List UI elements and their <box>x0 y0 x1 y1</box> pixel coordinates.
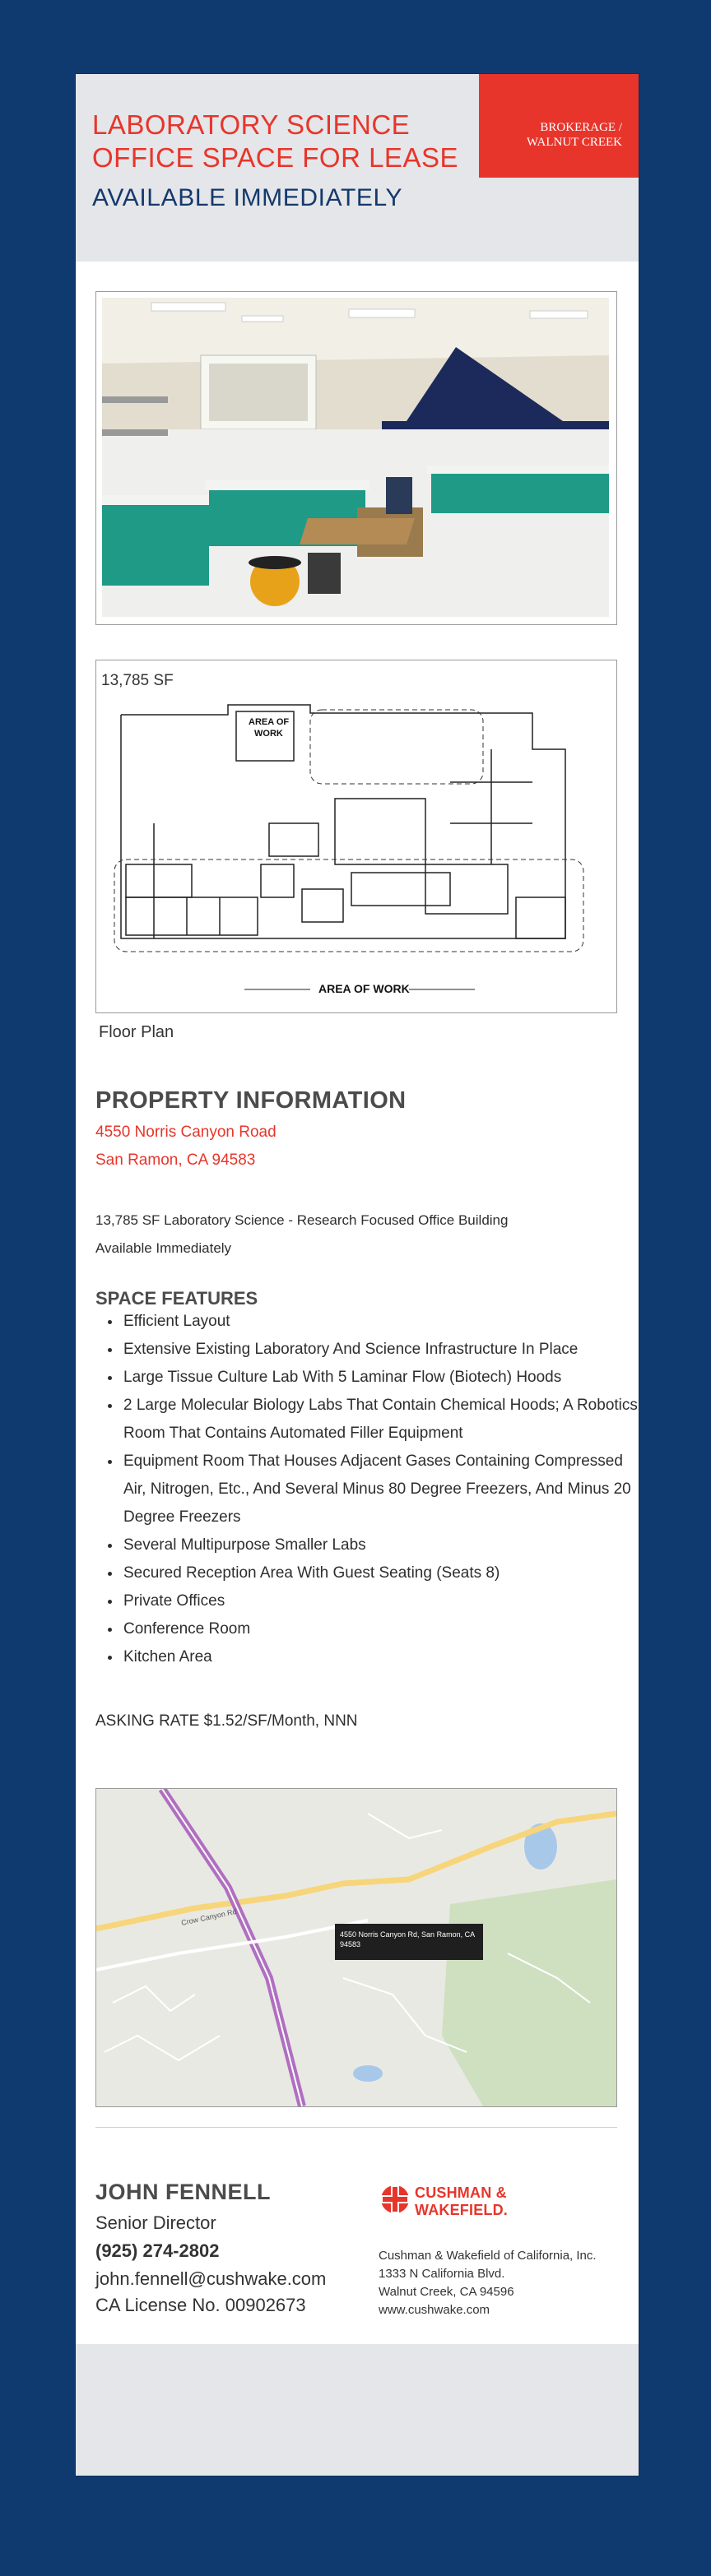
company-name: Cushman & Wakefield of California, Inc. <box>379 2249 597 2263</box>
company-website[interactable]: www.cushwake.com <box>379 2303 490 2317</box>
brokerage-tag <box>479 74 639 178</box>
features-heading: SPACE FEATURES <box>95 1288 258 1309</box>
asking-rate: ASKING RATE $1.52/SF/Month, NNN <box>95 1712 358 1730</box>
listing-title: LABORATORY SCIENCE OFFICE SPACE FOR LEASE <box>92 109 458 173</box>
feature-item: • Kitchen Area <box>122 1643 648 1671</box>
svg-text:WORK: WORK <box>254 729 283 739</box>
floor-plan-caption: Floor Plan <box>99 1023 174 1041</box>
map-road-label: Crow Canyon Rd <box>180 1907 238 1927</box>
brokerage-tag-line2: WALNUT CREEK <box>527 136 622 149</box>
features-list <box>95 1308 648 1671</box>
address-line1: 4550 Norris Canyon Road <box>95 1124 276 1141</box>
contact-title: Senior Director <box>95 2212 216 2233</box>
availability-subtitle: AVAILABLE IMMEDIATELY <box>92 184 403 211</box>
floor-plan-size: 13,785 SF <box>101 672 174 689</box>
footer-band <box>76 2344 639 2476</box>
feature-item: • Extensive Existing Laboratory And Science Infrastructure In Place <box>122 1336 648 1364</box>
lab-photo-frame <box>95 291 617 625</box>
feature-item: • Private Offices <box>122 1587 648 1615</box>
feature-item: • Secured Reception Area With Guest Seating (Seats 8) <box>122 1559 648 1587</box>
contact-email[interactable]: john.fennell@cushwake.com <box>95 2268 327 2289</box>
map-drawing <box>96 1789 616 2106</box>
logo-word-line1: CUSHMAN & <box>415 2185 507 2201</box>
brokerage-tag-line1: BROKERAGE / <box>540 121 622 134</box>
feature-item: • 2 Large Molecular Biology Labs That Contain Chemical Hoods; A Robotics Room That Contains Automated Filler Equipment <box>122 1392 648 1448</box>
svg-text:AREA OF: AREA OF <box>249 717 290 727</box>
logo-mark-icon <box>379 2181 411 2219</box>
flyer-page <box>76 74 639 2476</box>
company-city: Walnut Creek, CA 94596 <box>379 2285 514 2299</box>
location-map[interactable] <box>95 1788 617 2107</box>
logo-word-line2: WAKEFIELD. <box>415 2202 508 2218</box>
contact-phone[interactable]: (925) 274-2802 <box>95 2240 220 2261</box>
floor-plan-area-label: AREA OF WORK <box>318 982 410 995</box>
header-band <box>76 74 639 262</box>
map-label-line1: 4550 Norris Canyon Rd, San Ramon, CA <box>340 1930 476 1939</box>
cushman-wakefield-logo <box>379 2181 543 2222</box>
company-street: 1333 N California Blvd. <box>379 2267 505 2281</box>
property-availability: Available Immediately <box>95 1240 232 1256</box>
lab-photo <box>102 298 609 617</box>
contact-divider <box>95 2127 617 2128</box>
feature-item: • Conference Room <box>122 1615 648 1643</box>
address-line2: San Ramon, CA 94583 <box>95 1151 256 1169</box>
floor-plan-frame <box>95 660 617 1013</box>
property-heading: PROPERTY INFORMATION <box>95 1087 407 1114</box>
contact-license: CA License No. 00902673 <box>95 2295 306 2315</box>
feature-item: • Equipment Room That Houses Adjacent Gases Containing Compressed Air, Nitrogen, Etc., And Several Minus 80 Degree Freezers, And Minus 20 Degree Freezers <box>122 1448 648 1531</box>
contact-name: JOHN FENNELL <box>95 2180 272 2204</box>
feature-item: • Several Multipurpose Smaller Labs <box>122 1531 648 1559</box>
floor-plan-drawing <box>105 700 606 1004</box>
map-label-line2: 94583 <box>340 1940 361 1948</box>
property-description: 13,785 SF Laboratory Science - Research Focused Office Building <box>95 1212 509 1228</box>
feature-item: • Large Tissue Culture Lab With 5 Laminar Flow (Biotech) Hoods <box>122 1364 648 1392</box>
feature-item: • Efficient Layout <box>122 1308 648 1336</box>
